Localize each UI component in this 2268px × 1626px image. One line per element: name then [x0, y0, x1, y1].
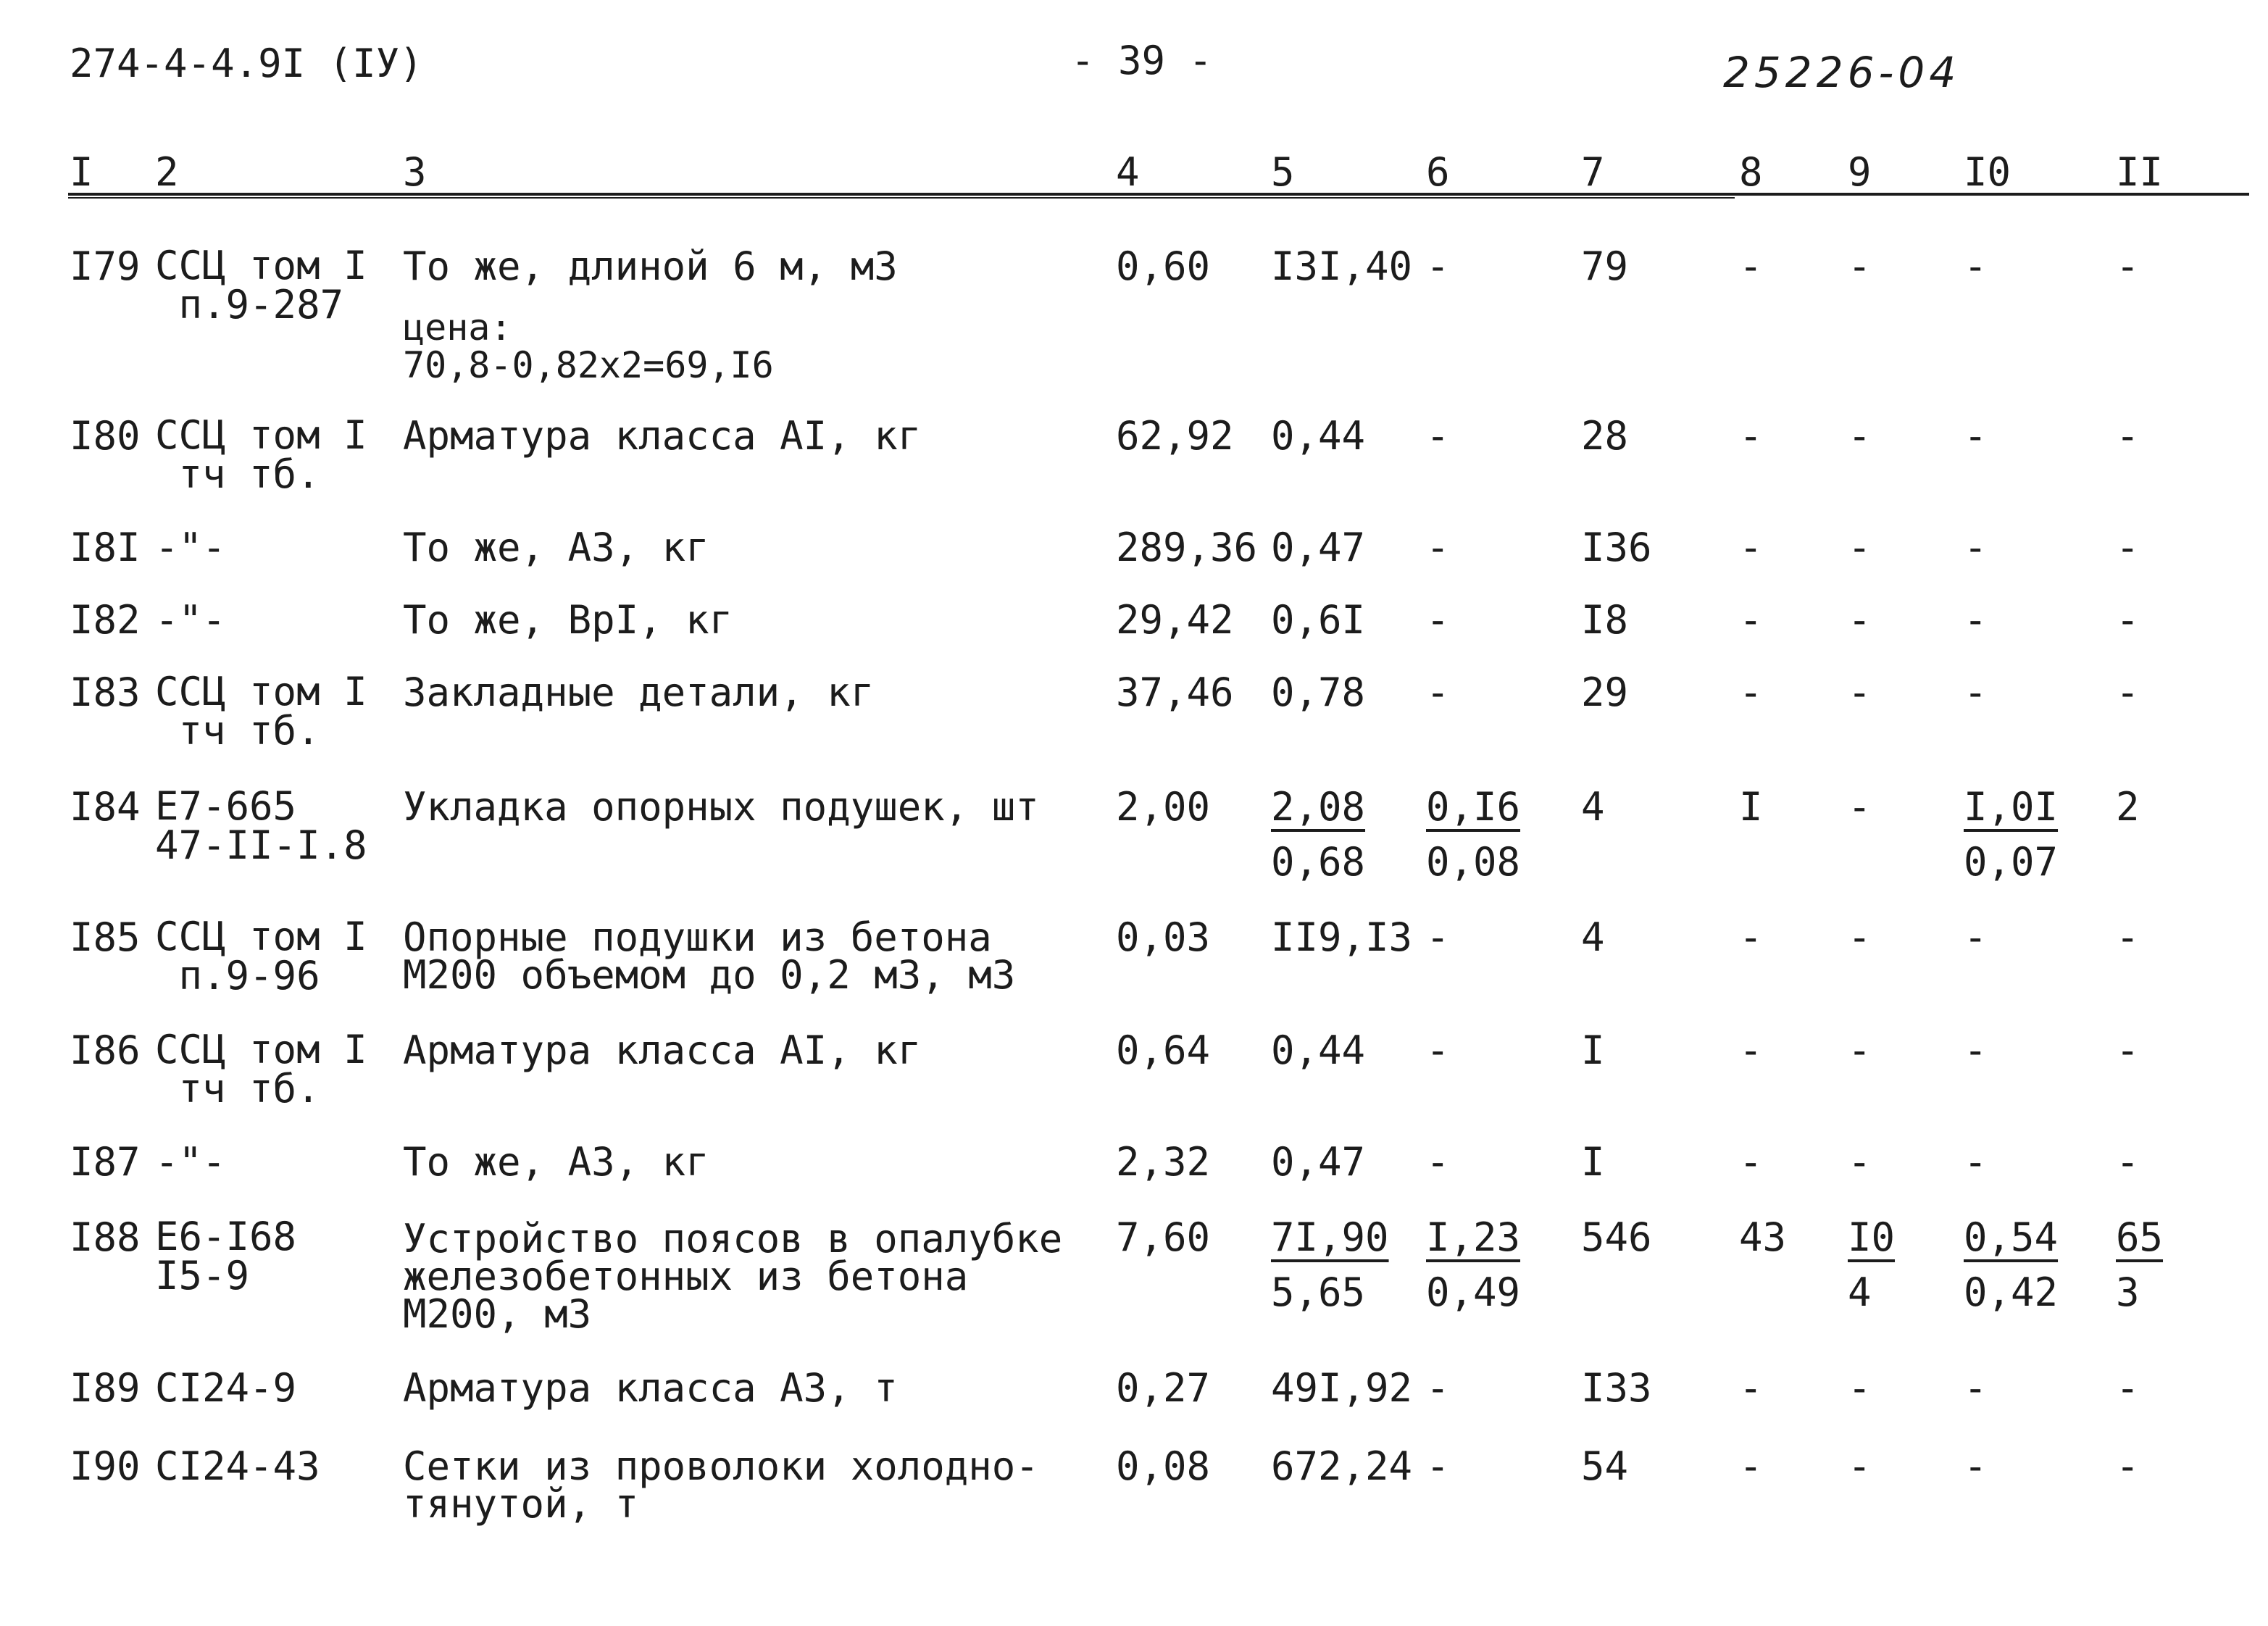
col10-value: -	[1964, 525, 1988, 570]
col5-value: 0,78	[1271, 670, 1366, 715]
col6-value: -	[1426, 597, 1450, 643]
col11-value: -	[2116, 914, 2140, 960]
col9-value: -	[1848, 1139, 1872, 1185]
col9-value: -	[1848, 1443, 1872, 1489]
col7-value: 4	[1581, 914, 1605, 960]
description: Опорные подушки из бетона M200 объемом до 0,2 м3, м3	[403, 914, 1016, 998]
row-number: I89	[70, 1365, 141, 1411]
col7-value: 4	[1581, 784, 1605, 830]
col5-numerator: 2,08	[1271, 784, 1366, 830]
reference: ССЦ том I тч тб.	[155, 1027, 367, 1112]
header-rule	[68, 193, 2249, 196]
col8-value: -	[1739, 670, 1763, 715]
col9-denominator: 4	[1848, 1269, 1872, 1315]
price-note: цена: 70,8-0,82х2=69,I6	[403, 307, 774, 386]
col10-value: -	[1964, 1365, 1988, 1411]
column-number-10: I0	[1964, 149, 2011, 195]
col6-numerator: I,23	[1426, 1214, 1521, 1260]
col10-numerator: 0,54	[1964, 1214, 2059, 1260]
reference: E6-I68 I5-9	[155, 1214, 297, 1298]
description: Арматура класса AI, кг	[403, 1027, 922, 1073]
col7-value: I33	[1581, 1365, 1652, 1411]
col7-value: 546	[1581, 1214, 1652, 1260]
col6-value: -	[1426, 1365, 1450, 1411]
col6-denominator: 0,49	[1426, 1269, 1521, 1315]
col5-denominator: 5,65	[1271, 1269, 1366, 1315]
col6-value: -	[1426, 670, 1450, 715]
description: То же, длиной 6 м, м3	[403, 243, 898, 289]
row-number: I88	[70, 1214, 141, 1260]
row-number: I87	[70, 1139, 141, 1185]
col10-value: -	[1964, 243, 1988, 289]
description: Сетки из проволоки холодно- тянутой, т	[403, 1443, 1039, 1527]
col9-value: -	[1848, 525, 1872, 570]
column-number-3: 3	[403, 149, 427, 195]
col4-value: 37,46	[1116, 670, 1234, 715]
reference: E7-665 47-II-I.8	[155, 783, 367, 868]
description: То же, A3, кг	[403, 1139, 709, 1185]
reference: -"-	[155, 597, 226, 643]
row-number: I85	[70, 914, 141, 960]
col4-value: 2,32	[1116, 1139, 1211, 1185]
header-rule-inner	[68, 197, 1735, 199]
col8-value: -	[1739, 914, 1763, 960]
col8-value: I	[1739, 784, 1763, 830]
col5-value: 0,47	[1271, 525, 1366, 570]
row-number: I79	[70, 243, 141, 289]
column-number-6: 6	[1426, 149, 1450, 195]
col4-value: 0,64	[1116, 1027, 1211, 1073]
col8-value: -	[1739, 597, 1763, 643]
col4-value: 7,60	[1116, 1214, 1211, 1260]
col11-value: 2	[2116, 784, 2140, 830]
row-number: I90	[70, 1443, 141, 1489]
reference: ССЦ том I п.9-96	[155, 914, 367, 998]
description: То же, BpI, кг	[403, 597, 733, 643]
col8-value: 43	[1739, 1214, 1787, 1260]
col6-value: -	[1426, 243, 1450, 289]
col9-value: -	[1848, 597, 1872, 643]
col7-value: 79	[1581, 243, 1629, 289]
col10-value: -	[1964, 597, 1988, 643]
col6-value: -	[1426, 914, 1450, 960]
col6-value: -	[1426, 525, 1450, 570]
col8-value: -	[1739, 525, 1763, 570]
column-number-2: 2	[155, 149, 179, 195]
col11-value: -	[2116, 670, 2140, 715]
col4-value: 0,60	[1116, 243, 1211, 289]
col10-value: -	[1964, 1139, 1988, 1185]
col6-denominator: 0,08	[1426, 839, 1521, 885]
col10-value: -	[1964, 413, 1988, 459]
col7-value: I	[1581, 1139, 1605, 1185]
col9-value: -	[1848, 1027, 1872, 1073]
col11-value: -	[2116, 597, 2140, 643]
col10-value: -	[1964, 1443, 1988, 1489]
col7-value: 28	[1581, 413, 1629, 459]
col8-value: -	[1739, 243, 1763, 289]
col9-value: -	[1848, 243, 1872, 289]
col11-value: -	[2116, 1139, 2140, 1185]
description: Арматура класса A3, т	[403, 1365, 898, 1411]
col6-value: -	[1426, 413, 1450, 459]
col5-value: 672,24	[1271, 1443, 1413, 1489]
col11-numerator: 65	[2116, 1214, 2164, 1260]
column-number-9: 9	[1848, 149, 1872, 195]
row-number: I83	[70, 670, 141, 715]
col8-value: -	[1739, 413, 1763, 459]
col7-value: I	[1581, 1027, 1605, 1073]
row-number: I80	[70, 413, 141, 459]
col9-value: -	[1848, 914, 1872, 960]
description: Арматура класса AI, кг	[403, 413, 922, 459]
document-code: 274-4-4.9I (IУ)	[70, 41, 423, 86]
column-number-1: I	[70, 149, 93, 195]
col4-value: 2,00	[1116, 784, 1211, 830]
col6-value: -	[1426, 1027, 1450, 1073]
col11-value: -	[2116, 1365, 2140, 1411]
row-number: I82	[70, 597, 141, 643]
col4-value: 0,08	[1116, 1443, 1211, 1489]
col10-value: -	[1964, 1027, 1988, 1073]
column-number-8: 8	[1739, 149, 1763, 195]
description: То же, A3, кг	[403, 525, 709, 570]
col5-value: 0,44	[1271, 413, 1366, 459]
col5-numerator: 7I,90	[1271, 1214, 1389, 1260]
col11-value: -	[2116, 243, 2140, 289]
column-number-4: 4	[1116, 149, 1140, 195]
col5-value: 0,6I	[1271, 597, 1366, 643]
col5-value: 0,44	[1271, 1027, 1366, 1073]
col6-numerator: 0,I6	[1426, 784, 1521, 830]
col8-value: -	[1739, 1027, 1763, 1073]
col9-value: -	[1848, 670, 1872, 715]
col11-value: -	[2116, 1443, 2140, 1489]
col4-value: 289,36	[1116, 525, 1258, 570]
description: Закладные детали, кг	[403, 670, 875, 715]
row-number: I8I	[70, 525, 141, 570]
col9-value: -	[1848, 413, 1872, 459]
col4-value: 29,42	[1116, 597, 1234, 643]
col7-value: 29	[1581, 670, 1629, 715]
column-number-7: 7	[1581, 149, 1605, 195]
col9-value: -	[1848, 784, 1872, 830]
column-number-11: II	[2116, 149, 2164, 195]
col10-value: -	[1964, 914, 1988, 960]
col8-value: -	[1739, 1139, 1763, 1185]
description: Укладка опорных подушек, шт	[403, 784, 1039, 830]
col7-value: 54	[1581, 1443, 1629, 1489]
description: Устройство поясов в опалубке железобетонных из бетона M200, м3	[403, 1216, 1063, 1337]
col10-denominator: 0,42	[1964, 1269, 2059, 1315]
reference: ССЦ том I тч тб.	[155, 669, 367, 754]
col7-value: I8	[1581, 597, 1629, 643]
col6-value: -	[1426, 1443, 1450, 1489]
row-number: I86	[70, 1027, 141, 1073]
col10-numerator: I,0I	[1964, 784, 2059, 830]
col4-value: 62,92	[1116, 413, 1234, 459]
col11-denominator: 3	[2116, 1269, 2140, 1315]
reference: ССЦ том I тч тб.	[155, 412, 367, 497]
col5-value: I3I,40	[1271, 243, 1413, 289]
col9-numerator: I0	[1848, 1214, 1896, 1260]
reference: -"-	[155, 1139, 226, 1185]
col11-value: -	[2116, 413, 2140, 459]
col5-value: 0,47	[1271, 1139, 1366, 1185]
reference: -"-	[155, 525, 226, 570]
col11-value: -	[2116, 1027, 2140, 1073]
column-number-5: 5	[1271, 149, 1295, 195]
col7-value: I36	[1581, 525, 1652, 570]
col11-value: -	[2116, 525, 2140, 570]
col10-denominator: 0,07	[1964, 839, 2059, 885]
col8-value: -	[1739, 1365, 1763, 1411]
page-number: - 39 -	[1071, 38, 1213, 83]
col9-value: -	[1848, 1365, 1872, 1411]
col4-value: 0,03	[1116, 914, 1211, 960]
row-number: I84	[70, 784, 141, 830]
col5-denominator: 0,68	[1271, 839, 1366, 885]
reference: ССЦ том I п.9-287	[155, 243, 367, 328]
col6-value: -	[1426, 1139, 1450, 1185]
col5-value: II9,I3	[1271, 914, 1413, 960]
col4-value: 0,27	[1116, 1365, 1211, 1411]
col5-value: 49I,92	[1271, 1365, 1413, 1411]
reference: CI24-9	[155, 1365, 297, 1411]
col10-value: -	[1964, 670, 1988, 715]
handwritten-number: 25226-04	[1723, 48, 1961, 97]
col8-value: -	[1739, 1443, 1763, 1489]
reference: CI24-43	[155, 1443, 320, 1489]
